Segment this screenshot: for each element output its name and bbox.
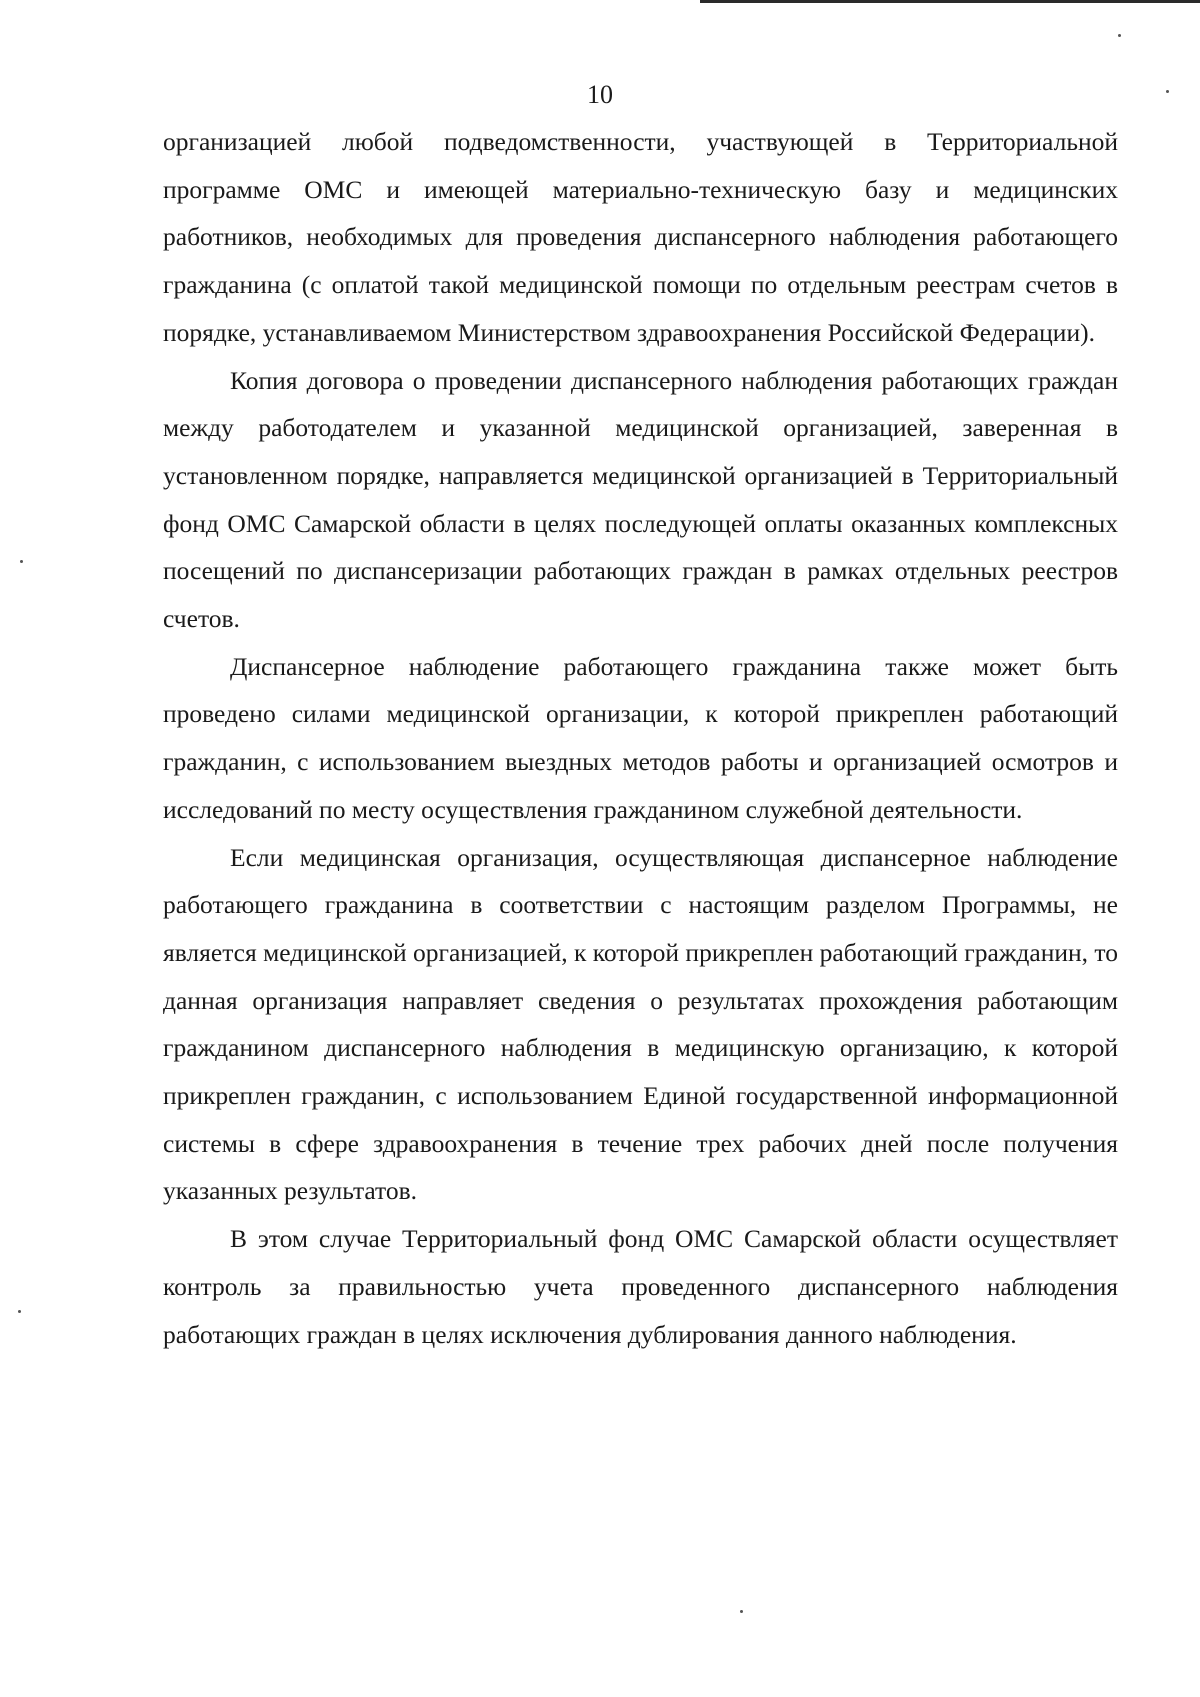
paragraph-observation-by-attached-org: Диспансерное наблюдение работающего гражданина также может быть проведено силами медицинской организации, к которой прикреплен работающий гражданин, с использованием выездных методов работы и организацией осмотров и исследований по месту осуществления гражданином служебной деятельности. (163, 651, 1118, 824)
paragraph-continuation: организацией любой подведомственности, участвующей в Территориальной программе ОМС и имеющей материально-техническую базу и медицинских работников, необходимых для проведения диспансерного наблюдения работающего гражданина (с оплатой такой медицинской помощи по отдельным реестрам счетов в порядке, устанавливаемом Министерством здравоохранения Российской Федерации). (163, 127, 1118, 347)
paragraph-results-transfer: Если медицинская организация, осуществляющая диспансерное наблюдение работающего гражданина в соответствии с настоящим разделом Программы, не является медицинской организацией, к которой прикреплен работающий гражданин, то данная организация направляет сведения о результатах прохождения работающим гражданином диспансерного наблюдения в медицинскую организацию, к которой прикреплен гражданин, с использованием Единой государственной информационной системы в сфере здравоохранения в течение трех рабочих дней после получения указанных результатов. (163, 842, 1118, 1206)
scan-speck (20, 560, 23, 563)
paragraph-contract-copy: Копия договора о проведении диспансерного наблюдения работающих граждан между работодателем и указанной медицинской организацией, заверенная в установленном порядке, направляется медицинской организацией в Территориальный фонд ОМС Самарской области в целях последующей оплаты оказанных комплексных посещений по диспансеризации работающих граждан в рамках отдельных реестров счетов. (163, 365, 1118, 634)
page-number: 10 (587, 80, 613, 109)
scan-speck (1166, 90, 1169, 93)
scan-speck (18, 1310, 21, 1313)
top-edge-rule (700, 0, 1200, 3)
scan-speck (740, 1610, 743, 1613)
scan-speck (1118, 34, 1121, 37)
document-body (163, 118, 1118, 1358)
paragraph-fund-control: В этом случае Территориальный фонд ОМС Самарской области осуществляет контроль за правильностью учета проведенного диспансерного наблюдения работающих граждан в целях исключения дублирования данного наблюдения. (163, 1224, 1118, 1349)
